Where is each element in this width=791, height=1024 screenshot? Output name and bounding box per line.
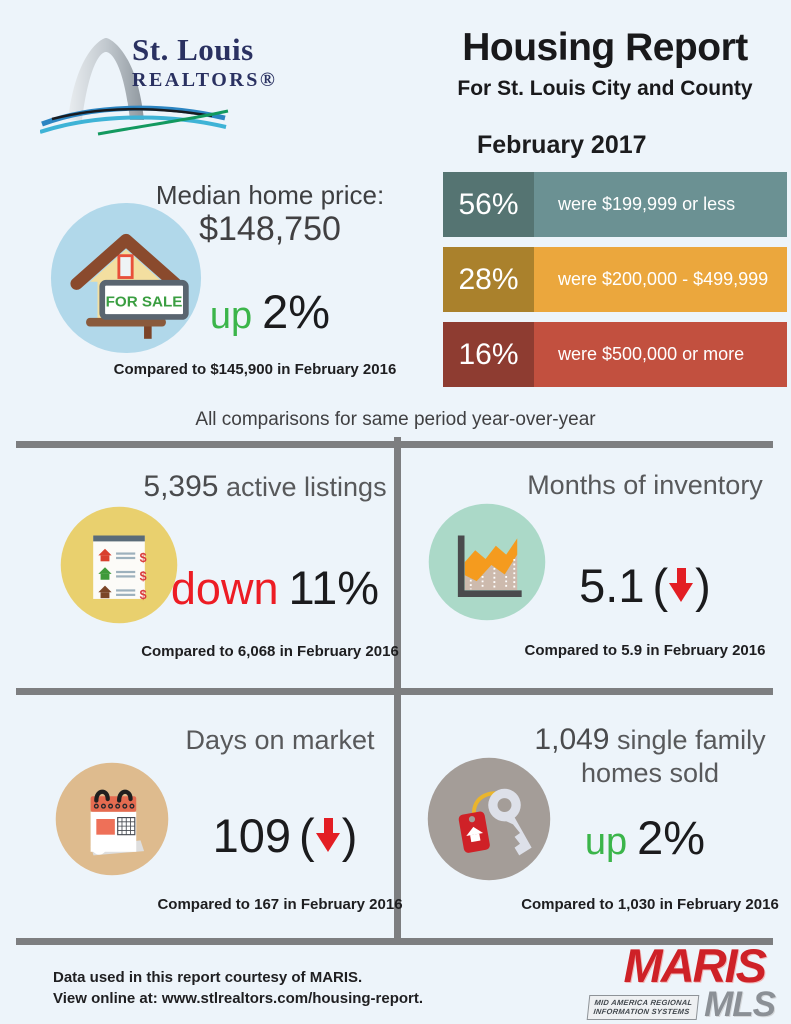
active-listings-label: active listings xyxy=(226,472,387,502)
homes-sold-note: Compared to 1,030 in February 2016 xyxy=(521,896,779,913)
bar-percent: 28% xyxy=(443,247,534,312)
mls-wordmark: MLS xyxy=(704,985,775,1024)
page-title: Housing Report xyxy=(462,26,748,69)
median-comparison-note: Compared to $145,900 in February 2016 xyxy=(113,361,397,378)
inventory-title: Months of inventory xyxy=(527,470,763,500)
logo-name: St. Louis xyxy=(132,32,254,67)
maris-wordmark: MARIS xyxy=(623,939,765,992)
homes-sold-change xyxy=(500,810,790,865)
inventory-value: 5.1 xyxy=(579,559,645,612)
price-bar-row xyxy=(443,322,787,387)
bar-label: were $199,999 or less xyxy=(534,172,787,237)
days-on-market-title: Days on market xyxy=(185,725,375,755)
maris-mls-logo xyxy=(560,939,775,1024)
bar-percent: 56% xyxy=(443,172,534,237)
inventory-change xyxy=(500,558,790,613)
days-on-market-note: Compared to 167 in February 2016 xyxy=(157,896,403,913)
bar-percent: 16% xyxy=(443,322,534,387)
header-title-block xyxy=(430,26,780,101)
maris-tagline: MID AMERICA REGIONAL INFORMATION SYSTEMS xyxy=(587,995,700,1020)
svg-text:$: $ xyxy=(139,569,147,584)
logo-text xyxy=(132,32,277,92)
for-sale-sign-text: FOR SALE xyxy=(105,293,183,311)
logo-subname: REALTORS® xyxy=(132,69,278,91)
paren-open: ( xyxy=(299,809,315,862)
vertical-divider xyxy=(394,437,401,945)
change-value: 2% xyxy=(262,285,331,338)
paren-close: ) xyxy=(695,559,711,612)
price-distribution-bars xyxy=(443,172,787,397)
report-period: February 2017 xyxy=(477,131,647,159)
down-arrow-icon xyxy=(316,817,341,854)
days-on-market-change xyxy=(150,808,420,863)
median-change xyxy=(130,284,410,339)
active-listings-value: 5,395 xyxy=(143,470,219,503)
active-listings-title xyxy=(130,470,400,505)
svg-text:$: $ xyxy=(139,551,147,566)
active-listings-change xyxy=(140,560,410,615)
footer-line-credit: Data used in this report courtesy of MARIS. xyxy=(53,969,363,986)
paren-open: ( xyxy=(652,559,669,612)
inventory-note: Compared to 5.9 in February 2016 xyxy=(524,642,766,659)
active-listings-note: Compared to 6,068 in February 2016 xyxy=(141,643,399,660)
direction-word: down xyxy=(170,563,279,614)
change-value: 11% xyxy=(288,561,380,614)
bar-label: were $500,000 or more xyxy=(534,322,787,387)
direction-word: up xyxy=(584,821,628,863)
median-price-value: $148,750 xyxy=(199,210,341,248)
bar-label: were $200,000 - $499,999 xyxy=(534,247,787,312)
days-value: 109 xyxy=(212,809,292,862)
page-subtitle: For St. Louis City and County xyxy=(457,77,753,100)
stl-realtors-logo xyxy=(38,14,398,149)
footer-line-url: View online at: www.stlrealtors.com/housing-report. xyxy=(53,990,424,1007)
homes-sold-value: 1,049 xyxy=(534,723,610,756)
paren-close: ) xyxy=(341,809,358,862)
price-bar-row xyxy=(443,247,787,312)
down-arrow-icon xyxy=(669,567,694,604)
svg-text:$: $ xyxy=(139,587,147,602)
price-bar-row xyxy=(443,172,787,237)
change-value: 2% xyxy=(637,811,706,864)
homes-sold-label: single family homes sold xyxy=(580,725,766,788)
footer-text xyxy=(53,967,423,1009)
direction-word: up xyxy=(209,295,253,337)
comparison-note: All comparisons for same period year-over-year xyxy=(195,409,596,430)
median-price-title: Median home price: xyxy=(155,180,385,210)
